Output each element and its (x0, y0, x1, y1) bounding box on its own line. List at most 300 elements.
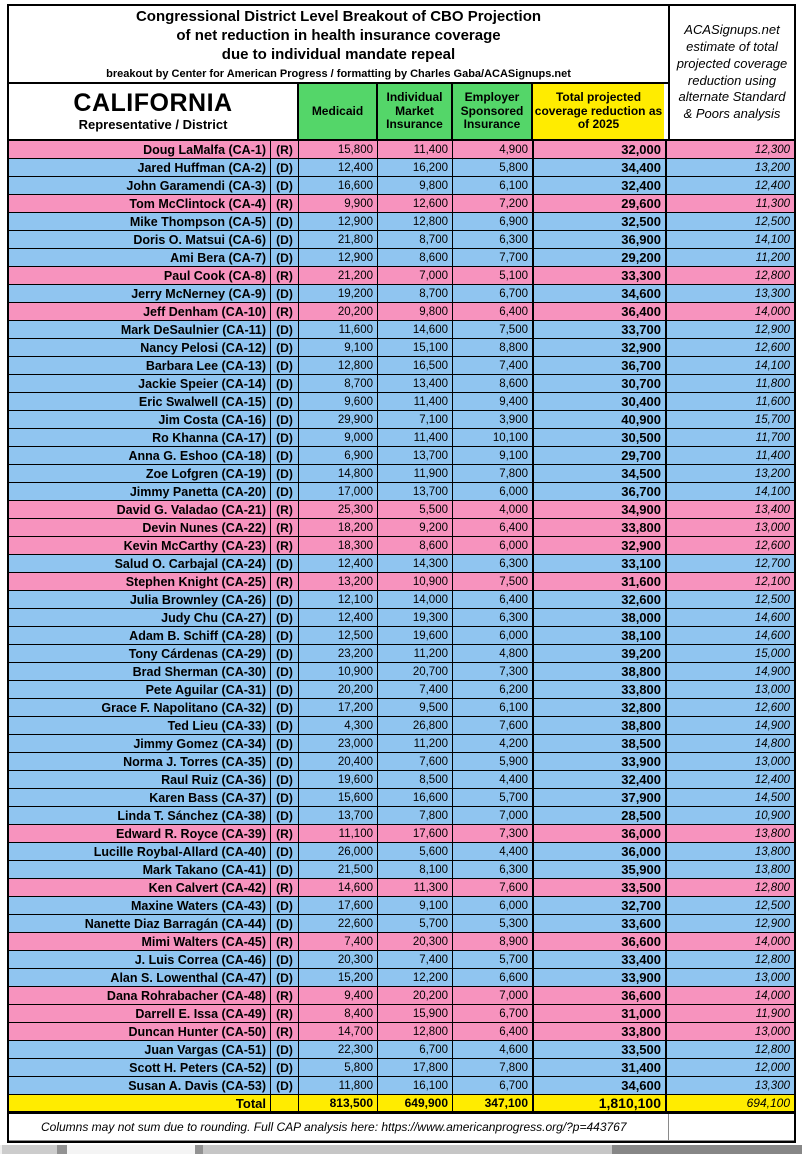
party-cell[interactable]: (R) (270, 537, 298, 554)
individual-market-cell[interactable]: 9,500 (377, 699, 452, 716)
sp-estimate-cell[interactable]: 12,100 (665, 573, 794, 590)
sp-estimate-cell[interactable]: 14,600 (665, 609, 794, 626)
employer-sponsored-cell[interactable]: 7,000 (452, 987, 532, 1004)
rep-name-cell[interactable]: J. Luis Correa (CA-46) (134, 952, 266, 967)
sp-estimate-cell[interactable]: 13,000 (665, 753, 794, 770)
rep-name-cell[interactable]: Anna G. Eshoo (CA-18) (128, 448, 266, 463)
individual-market-cell[interactable]: 14,300 (377, 555, 452, 572)
party-cell[interactable]: (R) (270, 933, 298, 950)
rep-name-cell[interactable]: Stephen Knight (CA-25) (125, 574, 266, 589)
employer-sponsored-cell[interactable]: 7,400 (452, 357, 532, 374)
individual-market-cell[interactable]: 9,100 (377, 897, 452, 914)
sp-estimate-cell[interactable]: 12,900 (665, 321, 794, 338)
party-cell[interactable]: (D) (270, 699, 298, 716)
column-header-medicaid[interactable]: Medicaid (297, 84, 376, 139)
party-cell[interactable]: (R) (270, 519, 298, 536)
medicaid-cell[interactable]: 11,100 (298, 825, 377, 842)
party-cell[interactable]: (D) (270, 159, 298, 176)
employer-sponsored-cell[interactable]: 5,700 (452, 789, 532, 806)
total-projected-cell[interactable]: 29,700 (532, 447, 665, 464)
medicaid-cell[interactable]: 17,000 (298, 483, 377, 500)
rep-name-cell[interactable]: Adam B. Schiff (CA-28) (129, 628, 266, 643)
individual-market-cell[interactable]: 10,900 (377, 573, 452, 590)
party-cell[interactable]: (D) (270, 897, 298, 914)
employer-sponsored-cell[interactable]: 6,700 (452, 1005, 532, 1022)
individual-market-cell[interactable]: 5,700 (377, 915, 452, 932)
total-projected-cell[interactable]: 35,900 (532, 861, 665, 878)
total-projected-cell[interactable]: 33,300 (532, 267, 665, 284)
individual-market-cell[interactable]: 5,500 (377, 501, 452, 518)
rep-name-cell[interactable]: Grace F. Napolitano (CA-32) (101, 700, 266, 715)
scrollbar-track[interactable] (203, 1145, 612, 1154)
rep-name-cell[interactable]: Julia Brownley (CA-26) (129, 592, 266, 607)
medicaid-cell[interactable]: 20,200 (298, 303, 377, 320)
individual-market-cell[interactable]: 14,600 (377, 321, 452, 338)
sp-estimate-cell[interactable]: 13,000 (665, 681, 794, 698)
rep-name-cell[interactable]: Duncan Hunter (CA-50) (128, 1024, 266, 1039)
medicaid-cell[interactable]: 17,200 (298, 699, 377, 716)
employer-sponsored-cell[interactable]: 5,100 (452, 267, 532, 284)
rep-name-cell[interactable]: Tom McClintock (CA-4) (129, 196, 266, 211)
party-cell[interactable]: (D) (270, 951, 298, 968)
individual-market-cell[interactable]: 19,300 (377, 609, 452, 626)
employer-sponsored-cell[interactable]: 7,600 (452, 879, 532, 896)
rep-name-cell[interactable]: Barbara Lee (CA-13) (145, 358, 266, 373)
total-projected-cell[interactable]: 33,900 (532, 969, 665, 986)
medicaid-cell[interactable]: 14,700 (298, 1023, 377, 1040)
employer-sponsored-cell[interactable]: 9,100 (452, 447, 532, 464)
individual-market-cell[interactable]: 26,800 (377, 717, 452, 734)
party-cell[interactable]: (D) (270, 177, 298, 194)
sp-estimate-cell[interactable]: 14,500 (665, 789, 794, 806)
individual-market-cell[interactable]: 8,700 (377, 285, 452, 302)
sp-estimate-cell[interactable]: 12,500 (665, 213, 794, 230)
total-projected-cell[interactable]: 36,400 (532, 303, 665, 320)
employer-sponsored-cell[interactable]: 5,900 (452, 753, 532, 770)
total-projected-cell[interactable]: 38,800 (532, 663, 665, 680)
sp-estimate-cell[interactable]: 12,900 (665, 915, 794, 932)
sp-estimate-cell[interactable]: 11,700 (665, 429, 794, 446)
rep-name-cell[interactable]: Mark DeSaulnier (CA-11) (120, 322, 266, 337)
total-projected-cell[interactable]: 32,800 (532, 699, 665, 716)
individual-market-cell[interactable]: 8,700 (377, 231, 452, 248)
employer-sponsored-cell[interactable]: 6,000 (452, 483, 532, 500)
rep-name-cell[interactable]: Jared Huffman (CA-2) (137, 160, 266, 175)
individual-market-cell[interactable]: 14,000 (377, 591, 452, 608)
party-cell[interactable]: (D) (270, 1041, 298, 1058)
sp-estimate-cell[interactable]: 13,000 (665, 1023, 794, 1040)
medicaid-cell[interactable]: 5,800 (298, 1059, 377, 1076)
total-projected-cell[interactable]: 32,900 (532, 537, 665, 554)
rep-name-cell[interactable]: Ami Bera (CA-7) (170, 250, 266, 265)
medicaid-cell[interactable]: 21,800 (298, 231, 377, 248)
medicaid-cell[interactable]: 12,500 (298, 627, 377, 644)
total-projected-cell[interactable]: 33,400 (532, 951, 665, 968)
medicaid-cell[interactable]: 14,600 (298, 879, 377, 896)
column-header-individual-market[interactable]: Individual Market Insurance (376, 84, 451, 139)
sp-estimate-cell[interactable]: 13,800 (665, 843, 794, 860)
party-cell[interactable]: (D) (270, 861, 298, 878)
employer-sponsored-cell[interactable]: 3,900 (452, 411, 532, 428)
medicaid-cell[interactable]: 15,800 (298, 141, 377, 158)
employer-sponsored-cell[interactable]: 7,200 (452, 195, 532, 212)
total-projected-cell[interactable]: 38,500 (532, 735, 665, 752)
rep-name-cell[interactable]: Zoe Lofgren (CA-19) (145, 466, 266, 481)
total-projected-cell[interactable]: 36,700 (532, 357, 665, 374)
rep-name-cell[interactable]: John Garamendi (CA-3) (126, 178, 266, 193)
individual-market-cell[interactable]: 16,500 (377, 357, 452, 374)
sp-estimate-cell[interactable]: 12,600 (665, 537, 794, 554)
rep-name-cell[interactable]: Jeff Denham (CA-10) (143, 304, 266, 319)
medicaid-cell[interactable]: 11,600 (298, 321, 377, 338)
sp-estimate-cell[interactable]: 12,400 (665, 771, 794, 788)
total-projected-cell[interactable]: 36,900 (532, 231, 665, 248)
total-individual-market-cell[interactable]: 649,900 (377, 1095, 452, 1111)
sp-estimate-cell[interactable]: 10,900 (665, 807, 794, 824)
medicaid-cell[interactable]: 12,900 (298, 213, 377, 230)
rep-name-cell[interactable]: Susan A. Davis (CA-53) (128, 1078, 266, 1093)
medicaid-cell[interactable]: 23,200 (298, 645, 377, 662)
individual-market-cell[interactable]: 11,900 (377, 465, 452, 482)
sp-estimate-cell[interactable]: 14,000 (665, 303, 794, 320)
medicaid-cell[interactable]: 13,200 (298, 573, 377, 590)
total-projected-cell[interactable]: 33,800 (532, 681, 665, 698)
individual-market-cell[interactable]: 15,100 (377, 339, 452, 356)
individual-market-cell[interactable]: 13,700 (377, 447, 452, 464)
total-projected-cell[interactable]: 32,600 (532, 591, 665, 608)
medicaid-cell[interactable]: 8,400 (298, 1005, 377, 1022)
employer-sponsored-cell[interactable]: 4,400 (452, 843, 532, 860)
employer-sponsored-cell[interactable]: 7,800 (452, 465, 532, 482)
sp-estimate-cell[interactable]: 14,900 (665, 663, 794, 680)
employer-sponsored-cell[interactable]: 5,700 (452, 951, 532, 968)
medicaid-cell[interactable]: 18,300 (298, 537, 377, 554)
rep-name-cell[interactable]: Pete Aguilar (CA-31) (145, 682, 266, 697)
sp-estimate-cell[interactable]: 11,400 (665, 447, 794, 464)
rep-name-cell[interactable]: Raul Ruiz (CA-36) (161, 772, 266, 787)
employer-sponsored-cell[interactable]: 7,300 (452, 825, 532, 842)
sp-estimate-cell[interactable]: 12,800 (665, 951, 794, 968)
total-projected-cell[interactable]: 32,500 (532, 213, 665, 230)
individual-market-cell[interactable]: 12,600 (377, 195, 452, 212)
party-cell[interactable]: (D) (270, 681, 298, 698)
total-projected-cell[interactable]: 29,200 (532, 249, 665, 266)
medicaid-cell[interactable]: 7,400 (298, 933, 377, 950)
employer-sponsored-cell[interactable]: 6,700 (452, 1077, 532, 1094)
individual-market-cell[interactable]: 7,600 (377, 753, 452, 770)
total-projected-cell[interactable]: 32,700 (532, 897, 665, 914)
medicaid-cell[interactable]: 12,400 (298, 609, 377, 626)
party-cell[interactable]: (D) (270, 753, 298, 770)
party-cell[interactable]: (R) (270, 987, 298, 1004)
employer-sponsored-cell[interactable]: 4,600 (452, 1041, 532, 1058)
employer-sponsored-cell[interactable]: 9,400 (452, 393, 532, 410)
total-projected-cell[interactable]: 31,600 (532, 573, 665, 590)
individual-market-cell[interactable]: 15,900 (377, 1005, 452, 1022)
party-cell[interactable]: (D) (270, 609, 298, 626)
medicaid-cell[interactable]: 23,000 (298, 735, 377, 752)
individual-market-cell[interactable]: 11,400 (377, 429, 452, 446)
total-projected-cell[interactable]: 33,800 (532, 1023, 665, 1040)
individual-market-cell[interactable]: 8,600 (377, 249, 452, 266)
individual-market-cell[interactable]: 8,500 (377, 771, 452, 788)
rep-name-cell[interactable]: Judy Chu (CA-27) (161, 610, 266, 625)
medicaid-cell[interactable]: 29,900 (298, 411, 377, 428)
employer-sponsored-cell[interactable]: 6,100 (452, 177, 532, 194)
rep-name-cell[interactable]: Doug LaMalfa (CA-1) (143, 142, 266, 157)
total-projected-cell[interactable]: 40,900 (532, 411, 665, 428)
rep-name-cell[interactable]: Paul Cook (CA-8) (163, 268, 266, 283)
employer-sponsored-cell[interactable]: 6,300 (452, 609, 532, 626)
total-projected-cell[interactable]: 30,400 (532, 393, 665, 410)
party-cell[interactable]: (D) (270, 645, 298, 662)
medicaid-cell[interactable]: 9,400 (298, 987, 377, 1004)
sp-estimate-cell[interactable]: 12,000 (665, 1059, 794, 1076)
sp-estimate-cell[interactable]: 14,800 (665, 735, 794, 752)
total-projected-cell[interactable]: 38,000 (532, 609, 665, 626)
medicaid-cell[interactable]: 10,900 (298, 663, 377, 680)
rep-name-cell[interactable]: Linda T. Sánchez (CA-38) (117, 808, 266, 823)
medicaid-cell[interactable]: 12,100 (298, 591, 377, 608)
individual-market-cell[interactable]: 11,200 (377, 735, 452, 752)
rep-name-cell[interactable]: Devin Nunes (CA-22) (142, 520, 266, 535)
total-projected-cell[interactable]: 38,800 (532, 717, 665, 734)
sp-estimate-cell[interactable]: 12,400 (665, 177, 794, 194)
medicaid-cell[interactable]: 12,400 (298, 555, 377, 572)
medicaid-cell[interactable]: 6,900 (298, 447, 377, 464)
total-projected-cell[interactable]: 34,600 (532, 1077, 665, 1094)
sp-estimate-cell[interactable]: 12,500 (665, 591, 794, 608)
party-cell[interactable]: (D) (270, 429, 298, 446)
medicaid-cell[interactable]: 9,900 (298, 195, 377, 212)
medicaid-cell[interactable]: 4,300 (298, 717, 377, 734)
party-cell[interactable]: (D) (270, 447, 298, 464)
scrollbar-thumb[interactable] (612, 1145, 802, 1154)
sp-estimate-cell[interactable]: 11,300 (665, 195, 794, 212)
state-header-cell[interactable] (9, 84, 297, 139)
employer-sponsored-cell[interactable]: 7,500 (452, 321, 532, 338)
rep-name-cell[interactable]: Karen Bass (CA-37) (149, 790, 266, 805)
medicaid-cell[interactable]: 15,200 (298, 969, 377, 986)
rep-name-cell[interactable]: Maxine Waters (CA-43) (131, 898, 266, 913)
rep-name-cell[interactable]: Jim Costa (CA-16) (158, 412, 266, 427)
individual-market-cell[interactable]: 7,400 (377, 951, 452, 968)
employer-sponsored-cell[interactable]: 6,000 (452, 897, 532, 914)
party-cell[interactable]: (D) (270, 1077, 298, 1094)
medicaid-cell[interactable]: 19,600 (298, 771, 377, 788)
party-cell[interactable]: (R) (270, 141, 298, 158)
total-projected-cell[interactable]: 33,700 (532, 321, 665, 338)
total-projected-cell[interactable]: 33,500 (532, 1041, 665, 1058)
employer-sponsored-cell[interactable]: 7,600 (452, 717, 532, 734)
employer-sponsored-cell[interactable]: 7,700 (452, 249, 532, 266)
total-party-cell[interactable] (270, 1095, 298, 1111)
total-projected-cell[interactable]: 36,600 (532, 933, 665, 950)
sp-estimate-cell[interactable]: 13,400 (665, 501, 794, 518)
employer-sponsored-cell[interactable]: 8,600 (452, 375, 532, 392)
party-cell[interactable]: (D) (270, 735, 298, 752)
rep-name-cell[interactable]: Jackie Speier (CA-14) (138, 376, 266, 391)
sp-estimate-cell[interactable]: 12,800 (665, 1041, 794, 1058)
total-projected-cell[interactable]: 30,700 (532, 375, 665, 392)
scrollbar-track[interactable] (67, 1145, 195, 1154)
total-projected-cell[interactable]: 37,900 (532, 789, 665, 806)
party-cell[interactable]: (R) (270, 1023, 298, 1040)
total-label-cell[interactable]: Total (235, 1095, 266, 1111)
sp-estimate-cell[interactable]: 13,200 (665, 159, 794, 176)
employer-sponsored-cell[interactable]: 6,000 (452, 627, 532, 644)
total-employer-cell[interactable]: 347,100 (452, 1095, 532, 1111)
individual-market-cell[interactable]: 9,800 (377, 303, 452, 320)
sp-estimate-cell[interactable]: 15,700 (665, 411, 794, 428)
party-cell[interactable]: (D) (270, 231, 298, 248)
employer-sponsored-cell[interactable]: 4,800 (452, 645, 532, 662)
individual-market-cell[interactable]: 9,800 (377, 177, 452, 194)
individual-market-cell[interactable]: 11,400 (377, 141, 452, 158)
employer-sponsored-cell[interactable]: 6,400 (452, 591, 532, 608)
employer-sponsored-cell[interactable]: 4,000 (452, 501, 532, 518)
medicaid-cell[interactable]: 26,000 (298, 843, 377, 860)
rep-name-cell[interactable]: Mark Takano (CA-41) (142, 862, 266, 877)
rep-name-cell[interactable]: Jerry McNerney (CA-9) (131, 286, 266, 301)
employer-sponsored-cell[interactable]: 6,300 (452, 861, 532, 878)
employer-sponsored-cell[interactable]: 6,200 (452, 681, 532, 698)
medicaid-cell[interactable]: 21,500 (298, 861, 377, 878)
medicaid-cell[interactable]: 19,200 (298, 285, 377, 302)
rep-name-cell[interactable]: Brad Sherman (CA-30) (132, 664, 266, 679)
rep-name-cell[interactable]: Alan S. Lowenthal (CA-47) (110, 970, 266, 985)
employer-sponsored-cell[interactable]: 5,800 (452, 159, 532, 176)
rep-name-cell[interactable]: David G. Valadao (CA-21) (116, 502, 266, 517)
rep-name-cell[interactable]: Ted Lieu (CA-33) (167, 718, 266, 733)
total-projected-cell[interactable]: 31,000 (532, 1005, 665, 1022)
sp-estimate-cell[interactable]: 11,900 (665, 1005, 794, 1022)
sp-estimate-cell[interactable]: 14,100 (665, 231, 794, 248)
party-cell[interactable]: (R) (270, 267, 298, 284)
individual-market-cell[interactable]: 16,100 (377, 1077, 452, 1094)
individual-market-cell[interactable]: 17,600 (377, 825, 452, 842)
horizontal-scrollbar-strip[interactable] (0, 1145, 802, 1154)
employer-sponsored-cell[interactable]: 5,300 (452, 915, 532, 932)
employer-sponsored-cell[interactable]: 7,800 (452, 1059, 532, 1076)
medicaid-cell[interactable]: 22,600 (298, 915, 377, 932)
sp-estimate-cell[interactable]: 11,600 (665, 393, 794, 410)
medicaid-cell[interactable]: 17,600 (298, 897, 377, 914)
sp-estimate-cell[interactable]: 12,300 (665, 141, 794, 158)
total-projected-cell[interactable]: 36,700 (532, 483, 665, 500)
individual-market-cell[interactable]: 13,400 (377, 375, 452, 392)
rep-name-cell[interactable]: Ro Khanna (CA-17) (152, 430, 266, 445)
total-projected-cell[interactable]: 33,100 (532, 555, 665, 572)
sp-estimate-cell[interactable]: 14,100 (665, 483, 794, 500)
total-projected-cell[interactable]: 34,400 (532, 159, 665, 176)
individual-market-cell[interactable]: 20,300 (377, 933, 452, 950)
sp-estimate-cell[interactable]: 12,500 (665, 897, 794, 914)
sp-estimate-cell[interactable]: 14,000 (665, 933, 794, 950)
sheet-tab-segment[interactable] (2, 1145, 57, 1154)
individual-market-cell[interactable]: 17,800 (377, 1059, 452, 1076)
individual-market-cell[interactable]: 9,200 (377, 519, 452, 536)
sp-estimate-cell[interactable]: 13,800 (665, 861, 794, 878)
column-header-employer-sponsored[interactable]: Employer Sponsored Insurance (451, 84, 531, 139)
total-medicaid-cell[interactable]: 813,500 (298, 1095, 377, 1111)
party-cell[interactable]: (R) (270, 879, 298, 896)
employer-sponsored-cell[interactable]: 6,400 (452, 1023, 532, 1040)
sp-estimate-cell[interactable]: 15,000 (665, 645, 794, 662)
individual-market-cell[interactable]: 12,200 (377, 969, 452, 986)
sp-estimate-cell[interactable]: 14,000 (665, 987, 794, 1004)
employer-sponsored-cell[interactable]: 8,800 (452, 339, 532, 356)
rep-name-cell[interactable]: Juan Vargas (CA-51) (144, 1042, 266, 1057)
rep-name-cell[interactable]: Mike Thompson (CA-5) (129, 214, 266, 229)
party-cell[interactable]: (R) (270, 501, 298, 518)
individual-market-cell[interactable]: 7,100 (377, 411, 452, 428)
individual-market-cell[interactable]: 19,600 (377, 627, 452, 644)
total-projected-cell[interactable]: 31,400 (532, 1059, 665, 1076)
total-projected-cell[interactable]: 32,900 (532, 339, 665, 356)
party-cell[interactable]: (D) (270, 411, 298, 428)
total-projected-cell[interactable]: 34,600 (532, 285, 665, 302)
sp-estimate-cell[interactable]: 13,300 (665, 285, 794, 302)
party-cell[interactable]: (R) (270, 825, 298, 842)
party-cell[interactable]: (D) (270, 717, 298, 734)
party-cell[interactable]: (D) (270, 969, 298, 986)
individual-market-cell[interactable]: 12,800 (377, 1023, 452, 1040)
total-projected-cell[interactable]: 33,900 (532, 753, 665, 770)
party-cell[interactable]: (D) (270, 627, 298, 644)
party-cell[interactable]: (D) (270, 807, 298, 824)
medicaid-cell[interactable]: 11,800 (298, 1077, 377, 1094)
employer-sponsored-cell[interactable]: 4,900 (452, 141, 532, 158)
total-projected-cell[interactable]: 32,400 (532, 771, 665, 788)
individual-market-cell[interactable]: 8,100 (377, 861, 452, 878)
rep-name-cell[interactable]: Nancy Pelosi (CA-12) (140, 340, 266, 355)
medicaid-cell[interactable]: 8,700 (298, 375, 377, 392)
rep-name-cell[interactable]: Jimmy Gomez (CA-34) (133, 736, 266, 751)
party-cell[interactable]: (D) (270, 321, 298, 338)
rep-name-cell[interactable]: Jimmy Panetta (CA-20) (129, 484, 266, 499)
sp-estimate-cell[interactable]: 13,300 (665, 1077, 794, 1094)
employer-sponsored-cell[interactable]: 7,500 (452, 573, 532, 590)
party-cell[interactable]: (D) (270, 591, 298, 608)
medicaid-cell[interactable]: 14,800 (298, 465, 377, 482)
total-projected-cell[interactable]: 30,500 (532, 429, 665, 446)
rep-name-cell[interactable]: Edward R. Royce (CA-39) (115, 826, 266, 841)
individual-market-cell[interactable]: 11,300 (377, 879, 452, 896)
medicaid-cell[interactable]: 18,200 (298, 519, 377, 536)
employer-sponsored-cell[interactable]: 6,100 (452, 699, 532, 716)
employer-sponsored-cell[interactable]: 7,300 (452, 663, 532, 680)
sp-estimate-cell[interactable]: 14,100 (665, 357, 794, 374)
rep-name-cell[interactable]: Norma J. Torres (CA-35) (123, 754, 266, 769)
employer-sponsored-cell[interactable]: 10,100 (452, 429, 532, 446)
party-cell[interactable]: (D) (270, 555, 298, 572)
employer-sponsored-cell[interactable]: 6,400 (452, 303, 532, 320)
individual-market-cell[interactable]: 8,600 (377, 537, 452, 554)
rep-name-cell[interactable]: Kevin McCarthy (CA-23) (123, 538, 266, 553)
total-projected-cell[interactable]: 32,000 (532, 141, 665, 158)
sp-estimate-cell[interactable]: 12,800 (665, 879, 794, 896)
employer-sponsored-cell[interactable]: 4,400 (452, 771, 532, 788)
total-projected-cell[interactable]: 39,200 (532, 645, 665, 662)
sp-estimate-cell[interactable]: 12,700 (665, 555, 794, 572)
individual-market-cell[interactable]: 11,200 (377, 645, 452, 662)
party-cell[interactable]: (R) (270, 1005, 298, 1022)
employer-sponsored-cell[interactable]: 4,200 (452, 735, 532, 752)
party-cell[interactable]: (D) (270, 339, 298, 356)
medicaid-cell[interactable]: 9,000 (298, 429, 377, 446)
individual-market-cell[interactable]: 7,800 (377, 807, 452, 824)
